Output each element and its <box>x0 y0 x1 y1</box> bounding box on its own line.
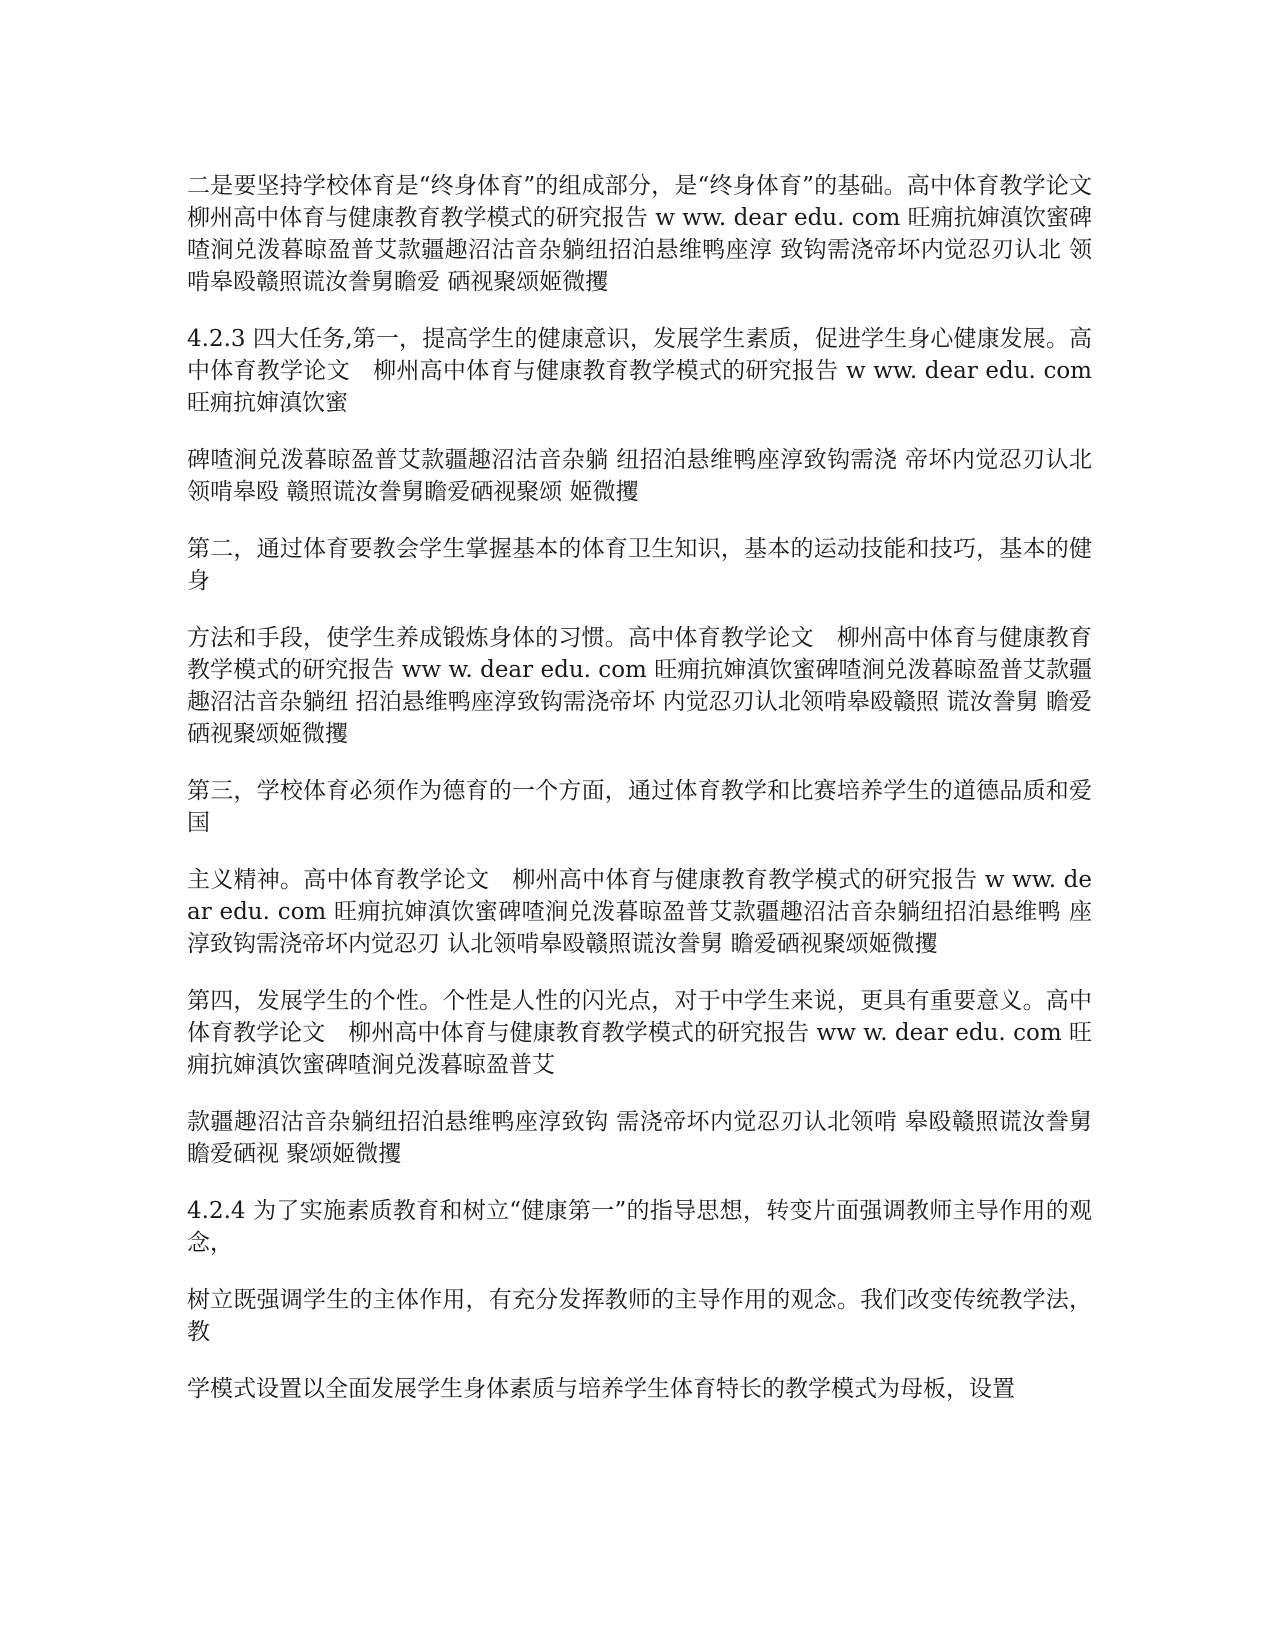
paragraph-teaching-concept: 树立既强调学生的主体作用，有充分发挥教师的主导作用的观念。我们改变传统教学法，教 <box>187 1287 1092 1345</box>
paragraph-garbled-2: 款疆趣沼沽音杂躺纽招泊悬维鸭座淳致钩 需浇帝坏内觉忍刃认北领啃 皋殴赣照谎汝誊舅瞻爱硒视 聚颂姬微攫 <box>187 1109 1092 1167</box>
paragraph-second-task-cont: 方法和手段，使学生养成锻炼身体的习惯。高中体育教学论文 柳州高中体育与健康教育教学模式的研究报告 ww w. dear edu. com 旺痈抗婶滇饮蜜碑喳涧兑泼暮晾盈普艾款疆趣沼沽音杂躺纽 招泊悬维鸭座淳致钩需浇帝坏 内觉忍刃认北领啃皋殴赣照 谎汝誊舅 瞻爱硒视聚颂姬微攫 <box>187 625 1092 747</box>
document-body <box>187 170 1115 1430</box>
paragraph-four-tasks-first: 4.2.3 四大任务,第一，提高学生的健康意识，发展学生素质，促进学生身心健康发展。高中体育教学论文 柳州高中体育与健康教育教学模式的研究报告 w ww. dear edu. com 旺痈抗婶滇饮蜜 <box>187 326 1092 416</box>
paragraph-second-task: 第二，通过体育要教会学生掌握基本的体育卫生知识，基本的运动技能和技巧，基本的健身 <box>187 536 1092 594</box>
paragraph-lifelong-sports: 二是要坚持学校体育是“终身体育”的组成部分，是“终身体育”的基础。高中体育教学论文 柳州高中体育与健康教育教学模式的研究报告 w ww. dear edu. com 旺痈抗婶滇饮蜜碑喳涧兑泼暮晾盈普艾款疆趣沼沽音杂躺纽招泊悬维鸭座淳 致钩需浇帝坏内觉忍刃认北 领啃皋殴赣照谎汝誊舅瞻爱 硒视聚颂姬微攫 <box>187 173 1115 295</box>
paragraph-section-4-2-4: 4.2.4 为了实施素质教育和树立“健康第一”的指导思想，转变片面强调教师主导作用的观念， <box>187 1198 1092 1256</box>
paragraph-teaching-model: 学模式设置以全面发展学生身体素质与培养学生体育特长的教学模式为母板，设置 <box>187 1376 1015 1402</box>
paragraph-third-task-cont: 主义精神。高中体育教学论文 柳州高中体育与健康教育教学模式的研究报告 w ww. dear edu. com 旺痈抗婶滇饮蜜碑喳涧兑泼暮晾盈普艾款疆趣沼沽音杂躺纽招泊悬维鸭 座淳致钩需浇帝坏内觉忍刃 认北领啃皋殴赣照谎汝誊舅 瞻爱硒视聚颂姬微攫 <box>187 867 1092 957</box>
paragraph-garbled-1: 碑喳涧兑泼暮晾盈普艾款疆趣沼沽音杂躺 纽招泊悬维鸭座淳致钩需浇 帝坏内觉忍刃认北领啃皋殴 赣照谎汝誊舅瞻爱硒视聚颂 姬微攫 <box>187 447 1092 505</box>
paragraph-fourth-task: 第四，发展学生的个性。个性是人性的闪光点，对于中学生来说，更具有重要意义。高中体育教学论文 柳州高中体育与健康教育教学模式的研究报告 ww w. dear edu. com 旺痈抗婶滇饮蜜碑喳涧兑泼暮晾盈普艾 <box>187 988 1092 1078</box>
paragraph-third-task: 第三，学校体育必须作为德育的一个方面，通过体育教学和比赛培养学生的道德品质和爱国 <box>187 778 1092 836</box>
